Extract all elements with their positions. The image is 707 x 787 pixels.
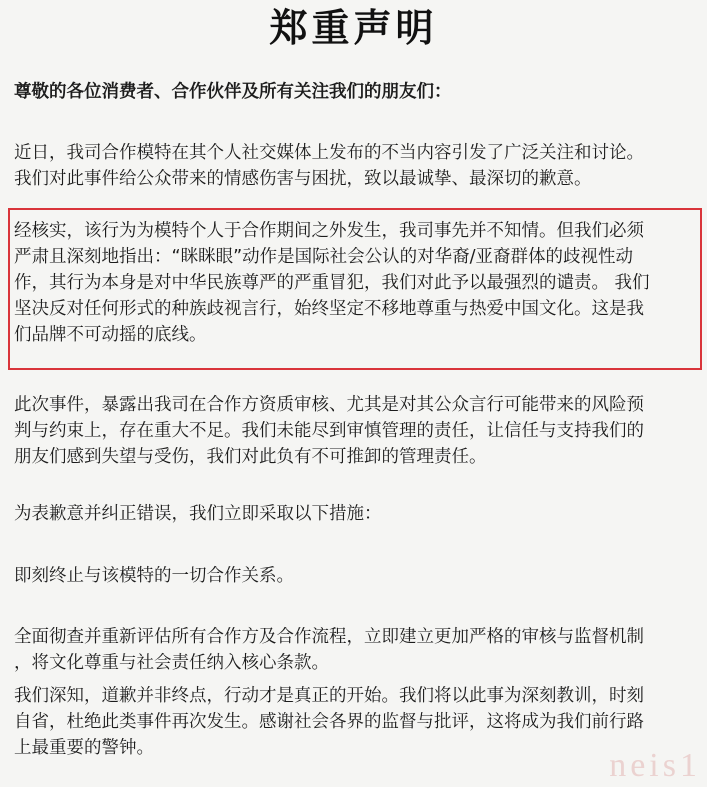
- paragraph-measure-terminate: [14, 563, 698, 589]
- paragraph-measure-review: [14, 624, 698, 676]
- paragraph-line: 我们深知，道歉并非终点，行动才是真正的开始。我们将以此事为深刻教训，时刻: [14, 686, 644, 706]
- paragraph-responsibility: [14, 392, 698, 470]
- paragraph-line: ，将文化尊重与社会责任纳入核心条款。: [14, 653, 329, 673]
- paragraph-line: 全面彻查并重新评估所有合作方及合作流程，立即建立更加严格的审核与监督机制: [14, 627, 644, 647]
- paragraph-line: 经核实，该行为为模特个人于合作期间之外发生，我司事先并不知情。但我们必须: [14, 221, 644, 241]
- paragraph-line: 严肃且深刻地指出：“眯眯眼”动作是国际社会公认的对华裔/亚裔群体的歧视性动: [14, 247, 634, 267]
- paragraph-line: 此次事件，暴露出我司在合作方资质审核、尤其是对其公众言行可能带来的风险预: [14, 395, 644, 415]
- paragraph-line: 上最重要的警钟。: [14, 738, 154, 758]
- salutation: 尊敬的各位消费者、合作伙伴及所有关注我们的朋友们：: [14, 82, 452, 102]
- paragraph-measures-intro: [14, 501, 698, 527]
- paragraph-closing: [14, 683, 698, 761]
- paragraph-line: 自省，杜绝此类事件再次发生。感谢社会各界的监督与批评，这将成为我们前行路: [14, 712, 644, 732]
- paragraph-line: 近日，我司合作模特在其个人社交媒体上发布的不当内容引发了广泛关注和讨论。: [14, 143, 644, 163]
- paragraph-line: 我们对此事件给公众带来的情感伤害与困扰，致以最诚挚、最深切的歉意。: [14, 169, 592, 189]
- paragraph-line: 即刻终止与该模特的一切合作关系。: [14, 566, 294, 586]
- paragraph-verification: [14, 218, 698, 348]
- paragraph-line: 们品牌不可动摇的底线。: [14, 325, 207, 345]
- paragraph-line: 朋友们感到失望与受伤，我们对此负有不可推卸的管理责任。: [14, 447, 487, 467]
- paragraph-line: 判与约束上，存在重大不足。我们未能尽到审慎管理的责任，让信任与支持我们的: [14, 421, 644, 441]
- paragraph-line: 为表歉意并纠正错误，我们立即采取以下措施：: [14, 504, 382, 524]
- paragraph-apology: [14, 140, 698, 192]
- paragraph-line: 作，其行为本身是对中华民族尊严的严重冒犯，我们对此予以最强烈的谴责。 我们: [14, 273, 650, 293]
- paragraph-line: 坚决反对任何形式的种族歧视言行，始终坚定不移地尊重与热爱中国文化。这是我: [14, 299, 644, 319]
- page-title: 郑重声明: [269, 6, 438, 50]
- watermark: neis1: [609, 747, 701, 784]
